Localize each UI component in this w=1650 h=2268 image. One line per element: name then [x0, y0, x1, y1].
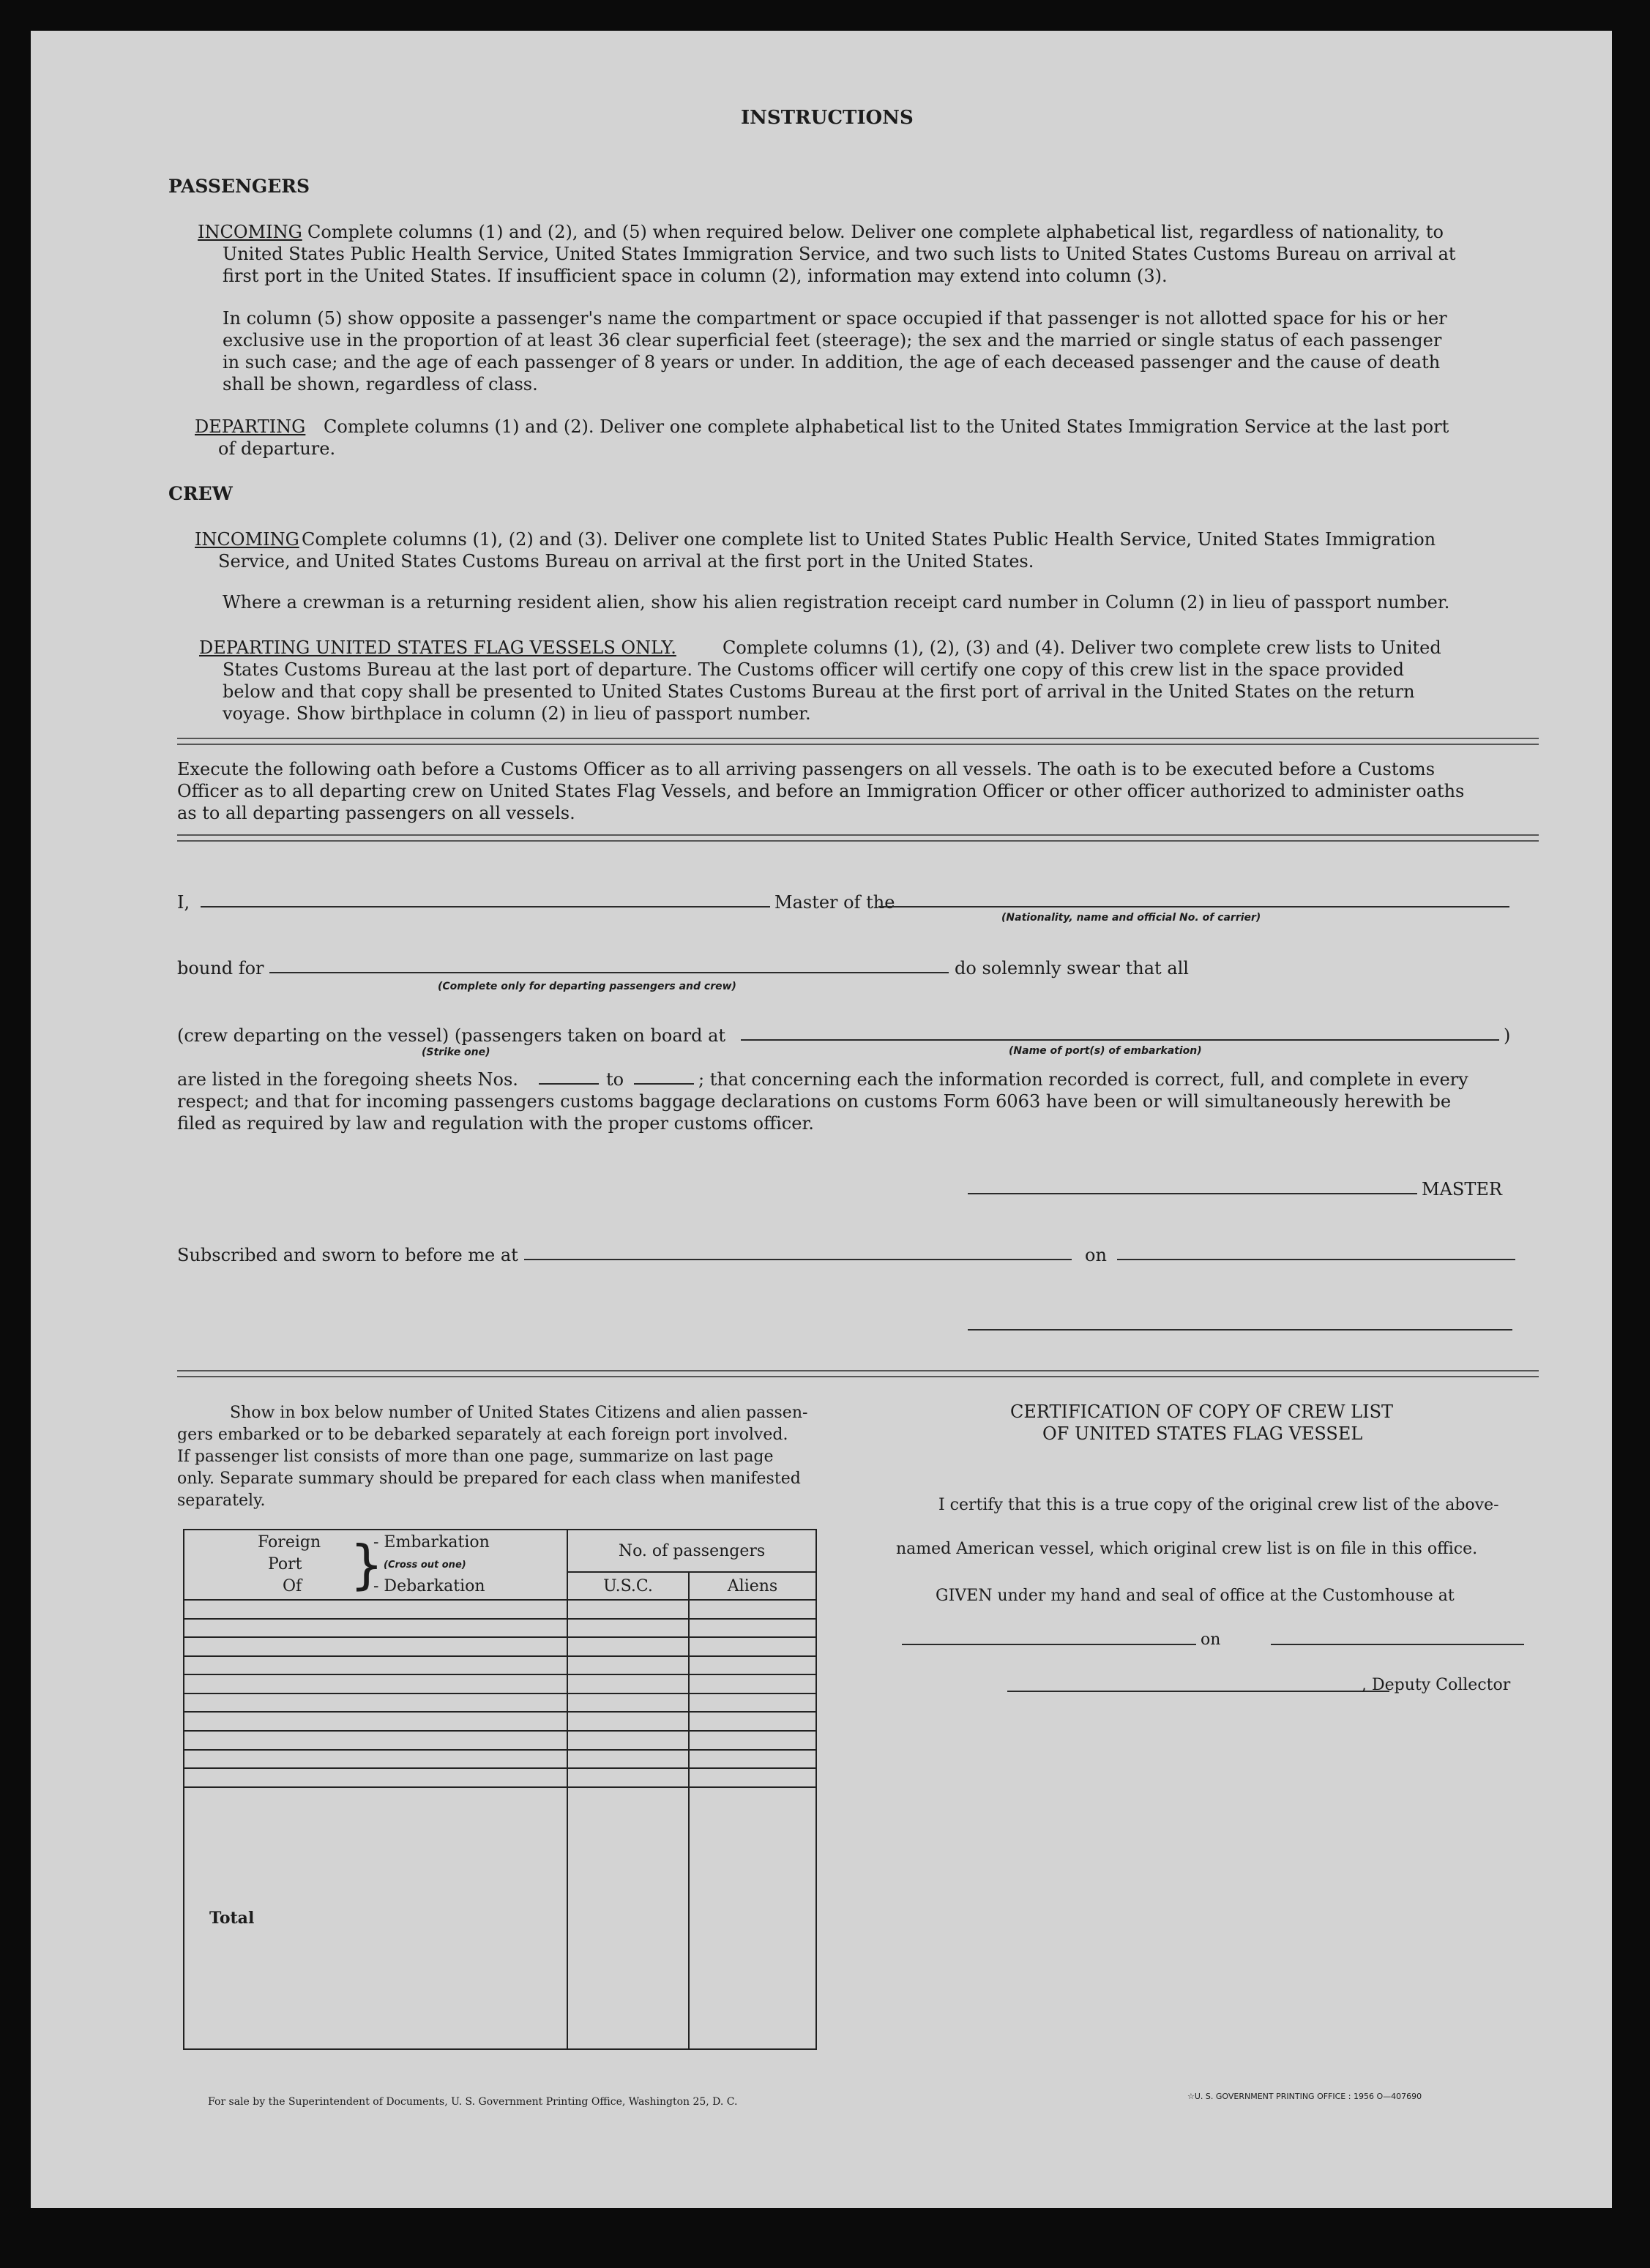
summary-line: If passenger list consists of more than one page, summarize on last page — [177, 1448, 774, 1466]
oath-instruction-line: Execute the following oath before a Customs Officer as to all arriving passengers on all vessels. The oath is to be executed before a Customs — [177, 759, 1436, 779]
oath-instruction-line: as to all departing passengers on all vessels. — [177, 803, 575, 823]
customhouse-field[interactable] — [902, 1644, 1196, 1645]
incoming-label: INCOMING — [195, 529, 299, 550]
certification-line: I certify that this is a true copy of the original crew list of the above- — [938, 1496, 1499, 1514]
summary-line: only. Separate summary should be prepared for each class when manifested — [177, 1470, 801, 1488]
close-paren: ) — [1504, 1025, 1511, 1046]
divider — [177, 1370, 1539, 1377]
carrier-field[interactable] — [878, 906, 1509, 907]
divider — [177, 738, 1539, 745]
sworn-place-field[interactable] — [524, 1259, 1072, 1260]
aliens-cell[interactable] — [689, 1731, 816, 1750]
table-row[interactable] — [184, 1712, 816, 1731]
table-row[interactable] — [184, 1674, 816, 1693]
aliens-total-cell[interactable] — [689, 1787, 816, 2049]
listed-label-b: ; that concerning each the information recorded is correct, full, and complete in every — [698, 1069, 1468, 1090]
listed-line: respect; and that for incoming passengers customs baggage declarations on customs Form 6063 have been or will simultaneously herewith be — [177, 1091, 1452, 1112]
usc-cell[interactable] — [567, 1750, 689, 1769]
table-row[interactable] — [184, 1637, 816, 1656]
port-cell[interactable] — [184, 1674, 567, 1693]
usc-total-cell[interactable] — [567, 1787, 689, 2049]
passengers-heading: PASSENGERS — [168, 176, 310, 197]
crew-heading: CREW — [168, 483, 233, 504]
crew-departing-line: Complete columns (1), (2), (3) and (4). Deliver two complete crew lists to United — [723, 637, 1441, 658]
passengers-departing-label — [195, 416, 305, 438]
aliens-cell[interactable] — [689, 1712, 816, 1731]
table-row[interactable] — [184, 1693, 816, 1713]
usc-cell[interactable] — [567, 1768, 689, 1787]
aliens-cell[interactable] — [689, 1656, 816, 1675]
form-sheet — [31, 31, 1612, 2208]
aliens-cell[interactable] — [689, 1600, 816, 1619]
instructions-title: INSTRUCTIONS — [741, 107, 914, 129]
certification-on: on — [1201, 1631, 1221, 1649]
passengers-departing-line: Complete columns (1) and (2). Deliver one complete alphabetical list to the United States Immigration Service at the last port — [324, 416, 1449, 437]
port-cell[interactable] — [184, 1600, 567, 1619]
master-of-the-label: Master of the — [774, 892, 895, 913]
aliens-cell[interactable] — [689, 1637, 816, 1656]
port-hint: (Name of port(s) of embarkation) — [1009, 1045, 1202, 1057]
port-cell[interactable] — [184, 1656, 567, 1675]
sheet-from-field[interactable] — [539, 1083, 599, 1085]
certification-title: CERTIFICATION OF COPY OF CREW LIST — [1010, 1401, 1394, 1422]
listed-to: to — [606, 1069, 624, 1090]
usc-header: U.S.C. — [567, 1572, 689, 1600]
summary-line: gers embarked or to be debarked separately at each foreign port involved. — [177, 1426, 788, 1444]
footer-right: ☆U. S. GOVERNMENT PRINTING OFFICE : 1956 O—407690 — [1187, 2092, 1422, 2101]
certification-date-field[interactable] — [1271, 1644, 1524, 1645]
crew-departing-line: voyage. Show birthplace in column (2) in lieu of passport number. — [223, 703, 811, 724]
crew-incoming-label — [195, 528, 299, 550]
column5-line: in such case; and the age of each passenger of 8 years or under. In addition, the age of each deceased passenger and the cause of death — [223, 352, 1441, 373]
passengers-incoming-line: United States Public Health Service, United States Immigration Service, and two such lists to United States Customs Bureau on arrival at — [223, 244, 1456, 264]
port-cell[interactable] — [184, 1712, 567, 1731]
certification-line: GIVEN under my hand and seal of office at the Customhouse at — [936, 1587, 1455, 1605]
table-row[interactable] — [184, 1656, 816, 1675]
strike-line: (crew departing on the vessel) (passengers taken on board at — [177, 1025, 726, 1046]
departing-flag-label: DEPARTING UNITED STATES FLAG VESSELS ONLY. — [199, 637, 676, 658]
brace-icon: } — [350, 1534, 384, 1595]
total-row[interactable] — [184, 1787, 816, 2049]
listed-line: filed as required by law and regulation with the proper customs officer. — [177, 1113, 814, 1134]
carrier-hint: (Nationality, name and official No. of carrier) — [1001, 912, 1261, 924]
deputy-signature-field[interactable] — [1007, 1691, 1389, 1692]
aliens-header: Aliens — [689, 1572, 816, 1600]
incoming-label: INCOMING — [198, 222, 302, 242]
usc-cell[interactable] — [567, 1600, 689, 1619]
passengers-incoming-label — [198, 221, 302, 243]
usc-cell[interactable] — [567, 1619, 689, 1638]
sworn-date-field[interactable] — [1117, 1259, 1515, 1260]
port-cell[interactable] — [184, 1731, 567, 1750]
debarkation-label: - Debarkation — [373, 1577, 485, 1595]
table-row[interactable] — [184, 1600, 816, 1619]
port-cell[interactable] — [184, 1768, 567, 1787]
usc-cell[interactable] — [567, 1712, 689, 1731]
crew-departing-line: States Customs Bureau at the last port of departure. The Customs officer will certify one copy of this crew list in the space provided — [223, 659, 1404, 680]
table-row[interactable] — [184, 1731, 816, 1750]
col-port: Port — [268, 1555, 302, 1573]
column5-line: In column (5) show opposite a passenger's name the compartment or space occupied if that passenger is not allotted space for his or her — [223, 308, 1447, 329]
swear-label: do solemnly swear that all — [955, 958, 1189, 978]
cross-out-hint: (Cross out one) — [384, 1560, 466, 1571]
total-label: Total — [184, 1787, 567, 2049]
aliens-cell[interactable] — [689, 1693, 816, 1713]
sheet-to-field[interactable] — [634, 1083, 694, 1085]
embarkation-label: - Embarkation — [373, 1533, 490, 1552]
aliens-cell[interactable] — [689, 1768, 816, 1787]
master-signature-field[interactable] — [968, 1193, 1417, 1194]
bound-for-field[interactable] — [269, 972, 949, 973]
embarkation-port-field[interactable] — [741, 1039, 1499, 1041]
resident-alien-note: Where a crewman is a returning resident alien, show his alien registration receipt card number in Column (2) in lieu of passport number. — [223, 592, 1450, 613]
column5-line: exclusive use in the proportion of at least 36 clear superficial feet (steerage); the sex and the married or single status of each passenger — [223, 330, 1442, 351]
certification-title: OF UNITED STATES FLAG VESSEL — [1042, 1423, 1363, 1444]
master-label: MASTER — [1422, 1179, 1502, 1200]
certification-line: named American vessel, which original crew list is on file in this office. — [896, 1540, 1478, 1558]
passengers-incoming-line: first port in the United States. If insufficient space in column (2), information may extend into column (3). — [223, 266, 1168, 286]
departing-label: DEPARTING — [195, 416, 306, 437]
deputy-collector-label: , Deputy Collector — [1362, 1676, 1511, 1694]
usc-cell[interactable] — [567, 1637, 689, 1656]
oath-i-label: I, — [177, 892, 190, 913]
oath-instruction-line: Officer as to all departing crew on United States Flag Vessels, and before an Immigration Officer or other officer authorized to administer oaths — [177, 781, 1465, 801]
aliens-cell[interactable] — [689, 1750, 816, 1769]
column5-line: shall be shown, regardless of class. — [223, 374, 538, 394]
master-name-field[interactable] — [201, 906, 770, 907]
col-foreign: Foreign — [258, 1533, 321, 1552]
subscribed-label: Subscribed and sworn to before me at — [177, 1245, 518, 1265]
passengers-departing-line: of departure. — [218, 438, 336, 459]
crew-incoming-line: Service, and United States Customs Bureau on arrival at the first port in the United States. — [218, 551, 1034, 572]
port-cell[interactable] — [184, 1693, 567, 1713]
listed-label-a: are listed in the foregoing sheets Nos. — [177, 1069, 518, 1090]
strike-hint: (Strike one) — [422, 1047, 490, 1058]
table-row[interactable] — [184, 1619, 816, 1638]
divider — [177, 834, 1539, 842]
summary-line: Show in box below number of United States Citizens and alien passen- — [230, 1404, 808, 1422]
usc-cell[interactable] — [567, 1693, 689, 1713]
bound-for-hint: (Complete only for departing passengers and crew) — [438, 981, 736, 992]
summary-line: separately. — [177, 1492, 266, 1510]
usc-cell[interactable] — [567, 1674, 689, 1693]
table-row[interactable] — [184, 1768, 816, 1787]
crew-departing-label — [199, 637, 676, 659]
table-row[interactable] — [184, 1750, 816, 1769]
usc-cell[interactable] — [567, 1656, 689, 1675]
footer-left: For sale by the Superintendent of Documents, U. S. Government Printing Office, Washington 25, D. C. — [208, 2096, 738, 2108]
col-of: Of — [283, 1577, 302, 1595]
port-header-cell — [184, 1530, 567, 1600]
bound-for-label: bound for — [177, 958, 264, 978]
sworn-on-label: on — [1085, 1245, 1107, 1265]
port-cell[interactable] — [184, 1619, 567, 1638]
aliens-cell[interactable] — [689, 1674, 816, 1693]
port-cell[interactable] — [184, 1637, 567, 1656]
crew-departing-line: below and that copy shall be presented to United States Customs Bureau at the first port of arrival in the United States on the return — [223, 681, 1415, 702]
officer-signature-field[interactable] — [968, 1329, 1512, 1331]
aliens-cell[interactable] — [689, 1619, 816, 1638]
passenger-summary-table — [183, 1529, 817, 2050]
port-cell[interactable] — [184, 1750, 567, 1769]
crew-incoming-line: Complete columns (1), (2) and (3). Deliver one complete list to United States Public Health Service, United States Immigration — [302, 529, 1436, 550]
usc-cell[interactable] — [567, 1731, 689, 1750]
passengers-incoming-line: Complete columns (1) and (2), and (5) when required below. Deliver one complete alphabetical list, regardless of nationality, to — [307, 222, 1444, 242]
no-passengers-header: No. of passengers — [567, 1530, 816, 1572]
